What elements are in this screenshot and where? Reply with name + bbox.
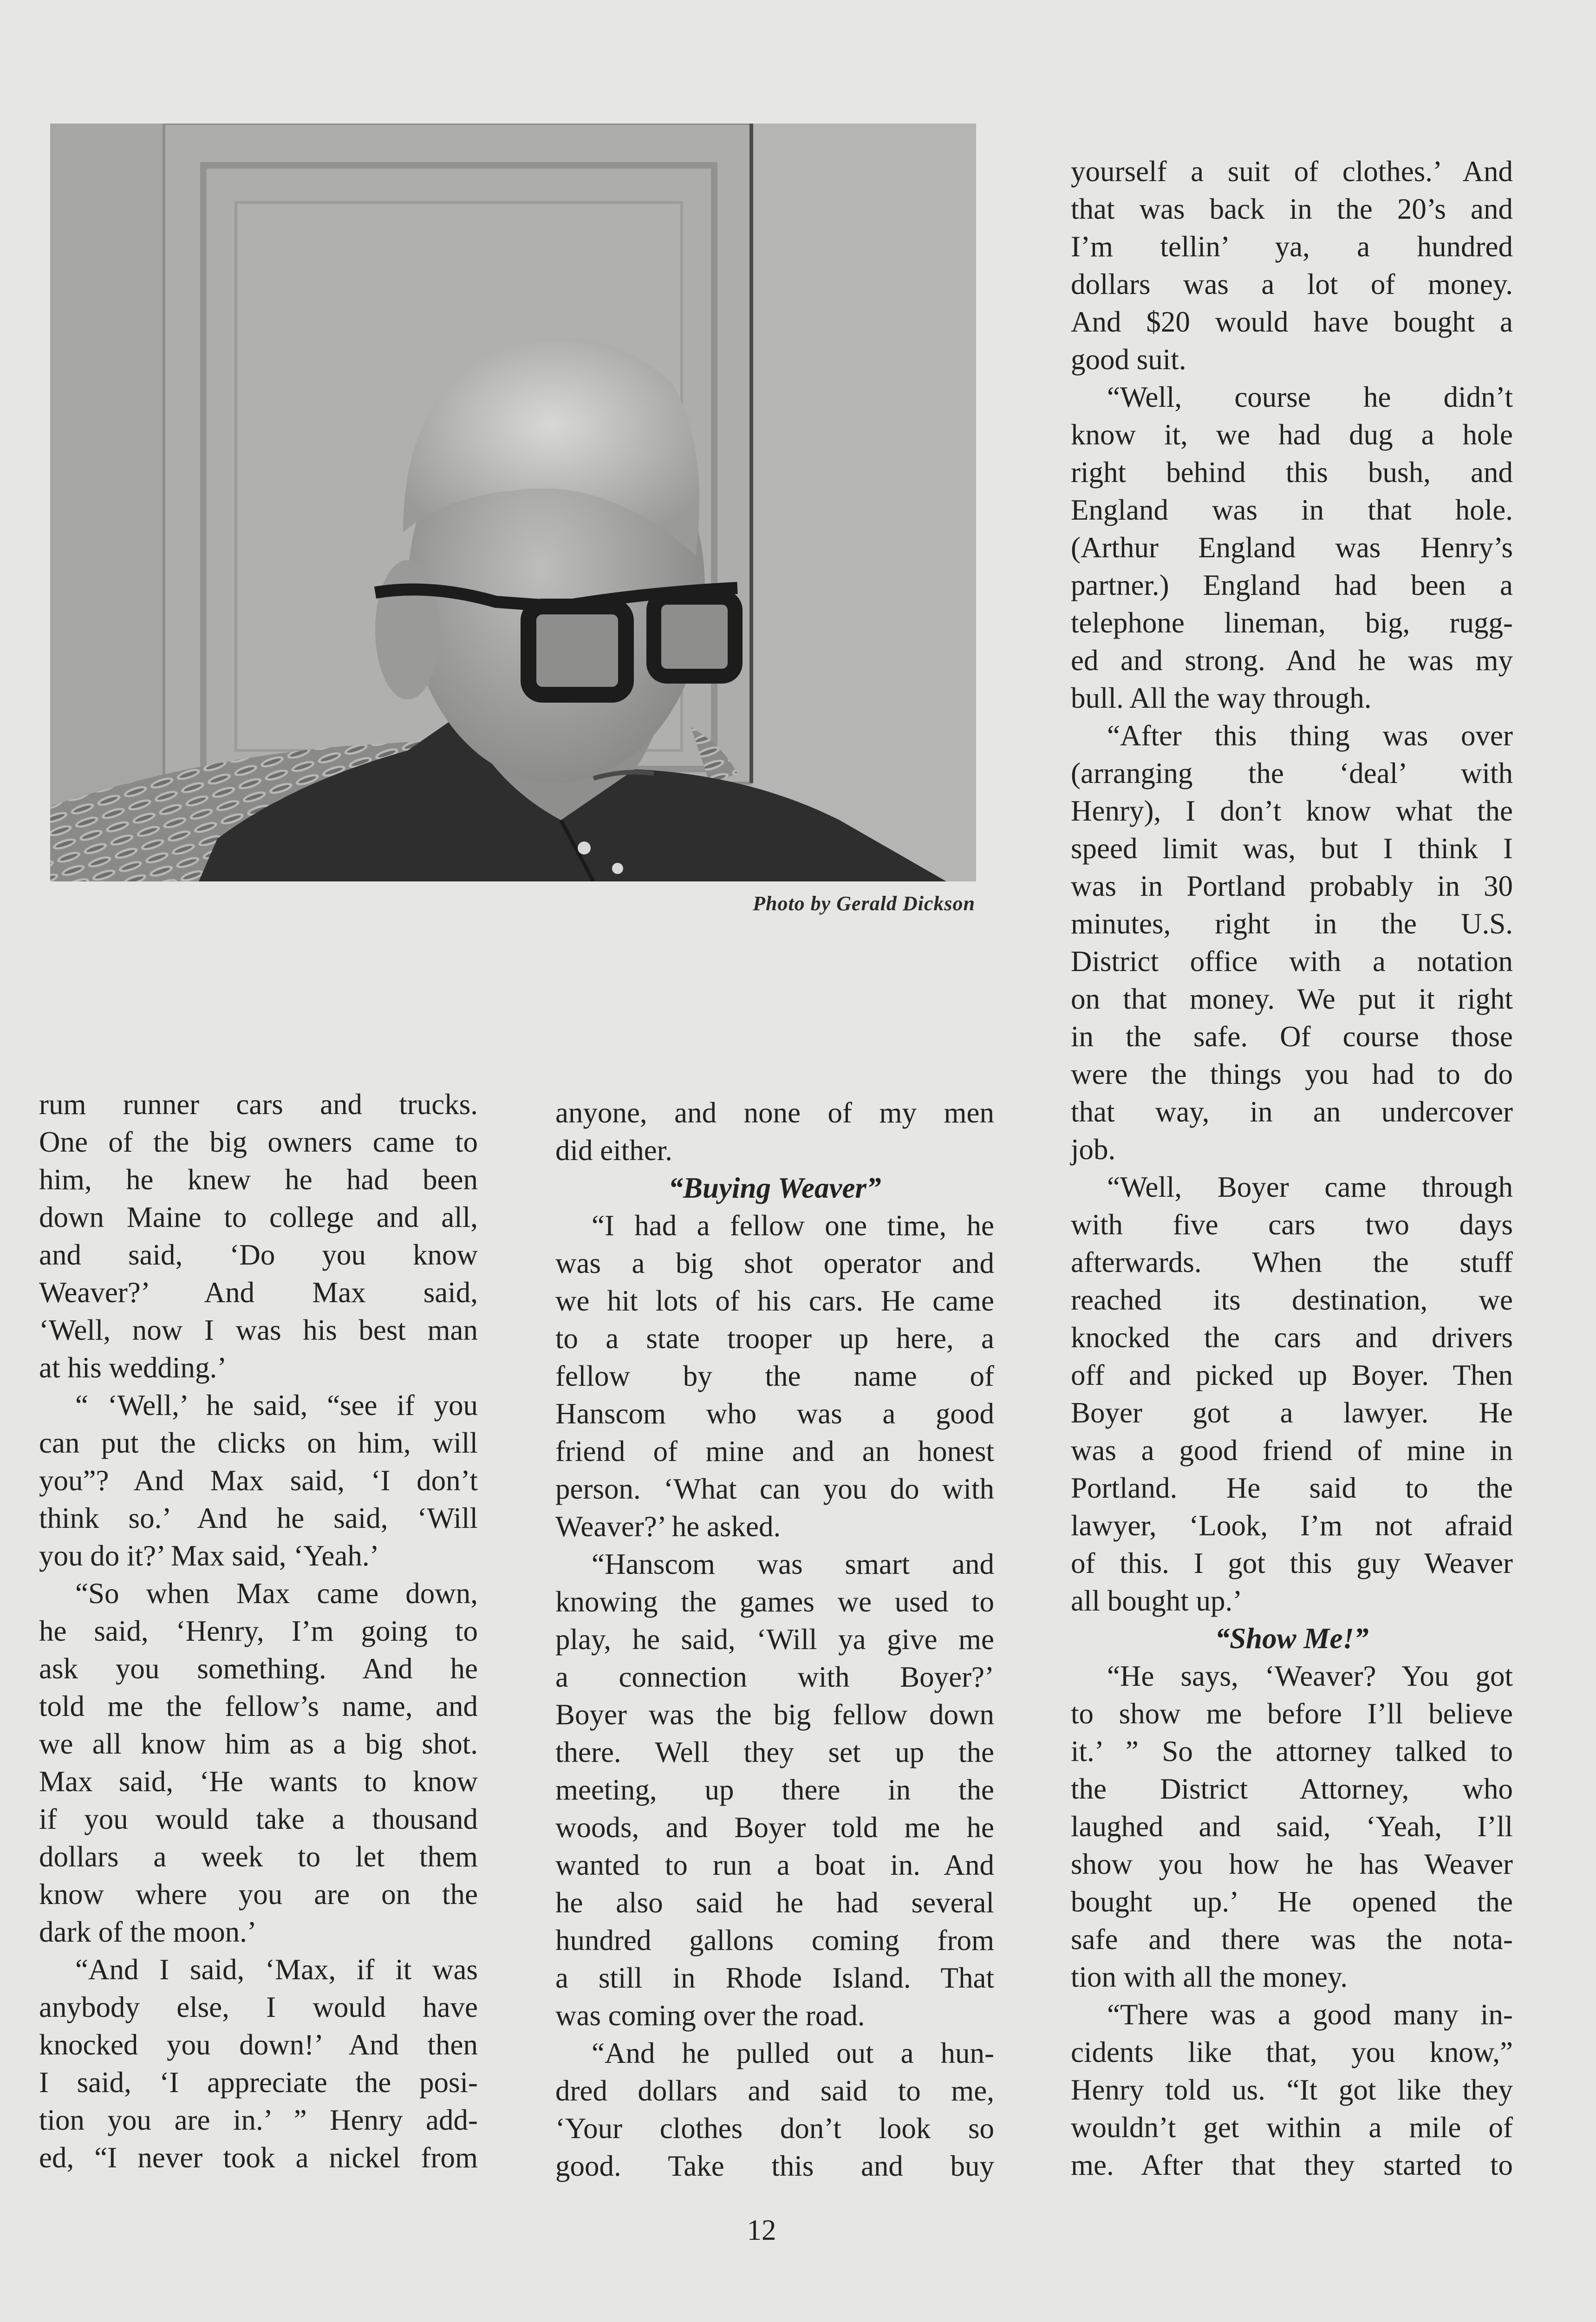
paragraph: [39, 1387, 478, 1575]
text-line: a still in Rhode Island. That: [555, 1962, 994, 1994]
text-line: a connection with Boyer?’: [555, 1661, 994, 1693]
text-line: ed and strong. And he was my: [1071, 644, 1513, 677]
text-line: was in Portland probably in 30: [1071, 870, 1513, 902]
text-line: told me the fellow’s name, and: [39, 1690, 478, 1722]
paragraph: [1071, 1996, 1513, 2184]
text-line: cidents like that, you know,”: [1071, 2036, 1513, 2068]
portrait-photo: [50, 124, 976, 881]
text-line: Henry), I don’t know what the: [1071, 795, 1513, 827]
paragraph: [1071, 1657, 1513, 1996]
photo-credit: Photo by Gerald Dickson: [753, 892, 975, 915]
text-line: job.: [1071, 1133, 1116, 1166]
text-line: of this. I got this guy Weaver: [1071, 1547, 1513, 1579]
text-line: “There was a good many in-: [1107, 1998, 1513, 2031]
text-line: it.’ ” So the attorney talked to: [1071, 1735, 1513, 1768]
text-line: friend of mine and an honest: [555, 1435, 994, 1468]
text-line: Weaver?’ he asked.: [555, 1510, 781, 1543]
text-line: “And he pulled out a hun-: [592, 2037, 994, 2069]
text-line: wanted to run a boat in. And: [555, 1849, 994, 1881]
text-line: that way, in an undercover: [1071, 1096, 1513, 1128]
text-line: District office with a notation: [1071, 945, 1513, 978]
text-line: Hanscom who was a good: [555, 1397, 994, 1430]
text-line: Weaver?’ And Max said,: [39, 1276, 478, 1309]
text-line: reached its destination, we: [1071, 1284, 1513, 1316]
text-line: speed limit was, but I think I: [1071, 832, 1513, 865]
text-line: And $20 would have bought a: [1071, 306, 1513, 338]
paragraph: [1071, 1168, 1513, 1620]
text-line: “I had a fellow one time, he: [592, 1209, 994, 1242]
text-line: Portland. He said to the: [1071, 1472, 1513, 1504]
text-line: ask you something. And he: [39, 1652, 478, 1685]
text-line: ‘Well, now I was his best man: [39, 1314, 478, 1346]
text-line: I said, ‘I appreciate the posi-: [39, 2066, 478, 2099]
text-line: ed, “I never took a nickel from: [39, 2141, 478, 2174]
paragraph: [1071, 378, 1513, 717]
paragraph: [555, 1207, 994, 1546]
page-number: 12: [747, 2214, 776, 2246]
text-line: you”? And Max said, ‘I don’t: [39, 1464, 478, 1497]
text-line: meeting, up there in the: [555, 1774, 994, 1806]
text-line: he said, ‘Henry, I’m going to: [39, 1615, 478, 1647]
text-line: “He says, ‘Weaver? You got: [1107, 1660, 1513, 1692]
text-line: that was back in the 20’s and: [1071, 193, 1513, 225]
text-line: wouldn’t get within a mile of: [1071, 2111, 1513, 2144]
text-line: anybody else, I would have: [39, 1991, 478, 2023]
text-line: “Well, course he didn’t: [1107, 381, 1513, 413]
text-line: think so.’ And he said, ‘Will: [39, 1502, 478, 1534]
portrait-photo-image: [50, 124, 976, 881]
text-line: know where you are on the: [39, 1878, 478, 1911]
text-line: “Well, Boyer came through: [1107, 1171, 1513, 1203]
text-line: “And I said, ‘Max, if it was: [75, 1953, 478, 1986]
paragraph: [39, 1951, 478, 2177]
text-line: were the things you had to do: [1071, 1058, 1513, 1090]
paragraph: [39, 1575, 478, 1951]
text-line: all bought up.’: [1071, 1585, 1243, 1617]
text-line: good. Take this and buy: [555, 2150, 994, 2182]
text-line: play, he said, ‘Will ya give me: [555, 1623, 994, 1656]
text-line: One of the big owners came to: [39, 1126, 478, 1158]
paragraph: [555, 2035, 994, 2185]
text-line: dollars a week to let them: [39, 1840, 478, 1873]
text-line: Henry told us. “It got like they: [1071, 2074, 1513, 2106]
paragraph: [555, 1546, 994, 2035]
text-line: was a big shot operator and: [555, 1247, 994, 1279]
text-line: and said, ‘Do you know: [39, 1239, 478, 1271]
text-line: dollars was a lot of money.: [1071, 268, 1513, 300]
text-line: off and picked up Boyer. Then: [1071, 1359, 1513, 1391]
article-column-right: [1071, 153, 1513, 2184]
paragraph: [1071, 153, 1513, 378]
text-line: fellow by the name of: [555, 1360, 994, 1392]
text-line: can put the clicks on him, will: [39, 1427, 478, 1459]
article-column-middle: [555, 1094, 994, 2185]
text-line: dark of the moon.’: [39, 1916, 257, 1948]
text-line: Boyer got a lawyer. He: [1071, 1396, 1513, 1429]
text-line: afterwards. When the stuff: [1071, 1246, 1513, 1278]
text-line: “So when Max came down,: [75, 1577, 478, 1610]
text-line: laughed and said, ‘Yeah, I’ll: [1071, 1810, 1513, 1843]
text-line: tion with all the money.: [1071, 1961, 1348, 1993]
text-line: safe and there was the nota-: [1071, 1923, 1513, 1956]
paragraph: [1071, 717, 1513, 1168]
text-line: was a good friend of mine in: [1071, 1434, 1513, 1467]
text-line: anyone, and none of my men: [555, 1096, 994, 1129]
text-line: right behind this bush, and: [1071, 456, 1513, 489]
text-line: tion you are in.’ ” Henry add-: [39, 2104, 478, 2136]
text-line: (arranging the ‘deal’ with: [1071, 757, 1513, 789]
text-line: down Maine to college and all,: [39, 1201, 478, 1233]
text-line: Boyer was the big fellow down: [555, 1698, 994, 1731]
text-line: in the safe. Of course those: [1071, 1020, 1513, 1053]
text-line: did either.: [555, 1134, 672, 1167]
text-line: Max said, ‘He wants to know: [39, 1765, 478, 1798]
text-line: dred dollars and said to me,: [555, 2074, 994, 2107]
text-line: “Hanscom was smart and: [592, 1548, 994, 1580]
text-line: show you how he has Weaver: [1071, 1848, 1513, 1880]
article-column-left: [39, 1086, 478, 2177]
paragraph: [39, 1086, 478, 1387]
section-heading: “Show Me!”: [1215, 1622, 1369, 1655]
text-line: good suit.: [1071, 343, 1186, 376]
text-line: we all know him as a big shot.: [39, 1728, 478, 1760]
text-line: to a state trooper up here, a: [555, 1322, 994, 1355]
text-line: (Arthur England was Henry’s: [1071, 531, 1513, 564]
text-line: “After this thing was over: [1107, 719, 1513, 752]
text-line: knowing the games we used to: [555, 1585, 994, 1618]
text-line: hundred gallons coming from: [555, 1924, 994, 1957]
text-line: you do it?’ Max said, ‘Yeah.’: [39, 1539, 379, 1572]
text-line: England was in that hole.: [1071, 494, 1513, 526]
text-line: person. ‘What can you do with: [555, 1473, 994, 1505]
text-line: there. Well they set up the: [555, 1736, 994, 1768]
text-line: rum runner cars and trucks.: [39, 1088, 478, 1121]
text-line: if you would take a thousand: [39, 1803, 478, 1835]
text-line: was coming over the road.: [555, 1999, 865, 2032]
text-line: him, he knew he had been: [39, 1163, 478, 1196]
text-line: he also said he had several: [555, 1886, 994, 1919]
text-line: yourself a suit of clothes.’ And: [1071, 155, 1513, 188]
text-line: me. After that they started to: [1071, 2149, 1513, 2181]
text-line: we hit lots of his cars. He came: [555, 1285, 994, 1317]
section-heading: “Buying Weaver”: [668, 1172, 881, 1204]
text-line: bull. All the way through.: [1071, 682, 1372, 714]
text-line: partner.) England had been a: [1071, 569, 1513, 601]
text-line: on that money. We put it right: [1071, 983, 1513, 1015]
text-line: to show me before I’ll believe: [1071, 1697, 1513, 1730]
text-line: know it, we had dug a hole: [1071, 418, 1513, 451]
text-line: ‘Your clothes don’t look so: [555, 2112, 994, 2145]
text-line: knocked the cars and drivers: [1071, 1321, 1513, 1354]
text-line: bought up.’ He opened the: [1071, 1885, 1513, 1918]
text-line: woods, and Boyer told me he: [555, 1811, 994, 1844]
paragraph: [555, 1094, 994, 1169]
text-line: telephone lineman, big, rugg-: [1071, 607, 1513, 639]
text-line: with five cars two days: [1071, 1208, 1513, 1241]
text-line: lawyer, ‘Look, I’m not afraid: [1071, 1509, 1513, 1542]
text-line: minutes, right in the U.S.: [1071, 907, 1513, 940]
text-line: I’m tellin’ ya, a hundred: [1071, 230, 1513, 263]
text-line: the District Attorney, who: [1071, 1773, 1513, 1805]
text-line: at his wedding.’: [39, 1351, 227, 1384]
text-line: knocked you down!’ And then: [39, 2028, 478, 2061]
text-line: “ ‘Well,’ he said, “see if you: [75, 1389, 478, 1422]
